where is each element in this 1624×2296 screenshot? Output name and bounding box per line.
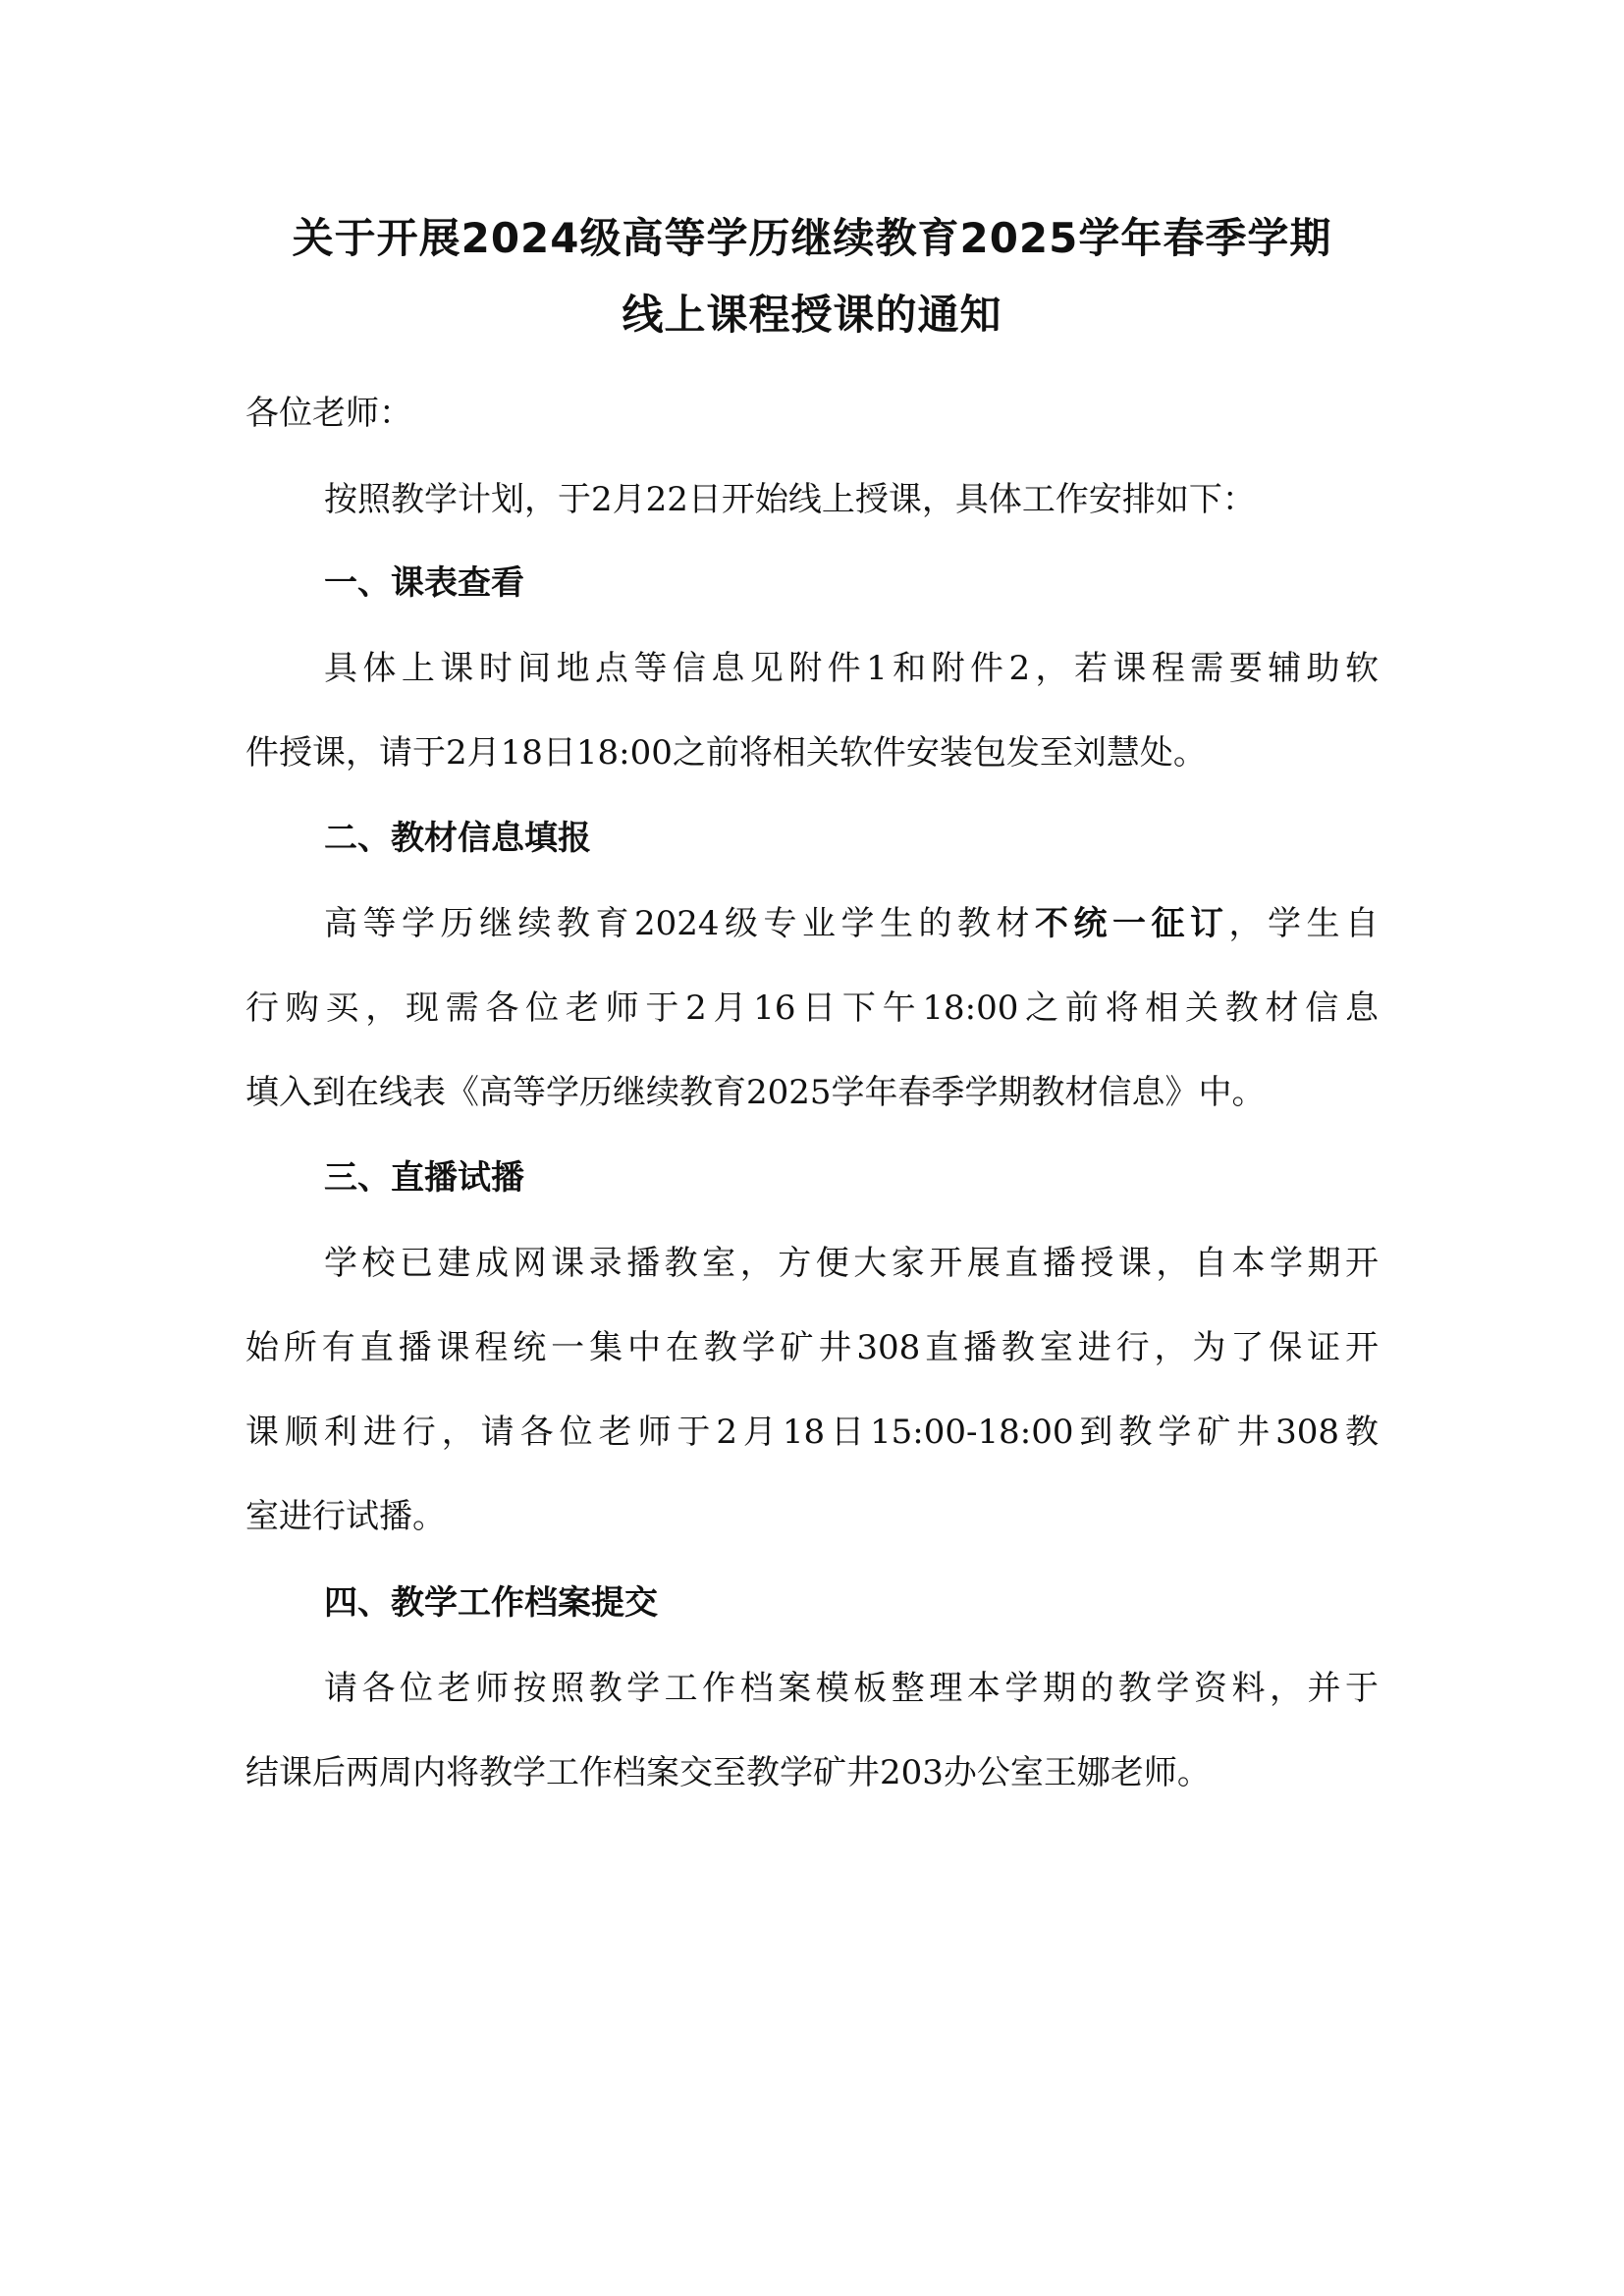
document-title-line-2: 线上课程授课的通知 bbox=[622, 291, 1002, 339]
section-heading-textbook: 二、教材信息填报 bbox=[324, 819, 591, 858]
paragraph-line: 始所有直播课程统一集中在教学矿井308直播教室进行，为了保证开 bbox=[245, 1328, 1379, 1367]
salutation: 各位老师： bbox=[245, 394, 412, 433]
paragraph-line: 具体上课时间地点等信息见附件1和附件2，若课程需要辅助软 bbox=[324, 649, 1379, 688]
section-heading-archive: 四、教学工作档案提交 bbox=[324, 1583, 658, 1623]
paragraph-line: 请各位老师按照教学工作档案模板整理本学期的教学资料，并于 bbox=[324, 1669, 1379, 1708]
paragraph-line: 填入到在线表《高等学历继续教育2025学年春季学期教材信息》中。 bbox=[245, 1073, 1266, 1112]
emphasis-text: 不统一征订 bbox=[1035, 904, 1229, 943]
document-title-line-1: 关于开展2024级高等学历继续教育2025学年春季学期 bbox=[292, 214, 1332, 262]
intro-paragraph: 按照教学计划，于2月22日开始线上授课，具体工作安排如下： bbox=[324, 480, 1256, 519]
paragraph-line: 结课后两周内将教学工作档案交至教学矿井203办公室王娜老师。 bbox=[245, 1753, 1211, 1792]
paragraph-line: 件授课，请于2月18日18:00之前将相关软件安装包发至刘慧处。 bbox=[245, 733, 1207, 773]
paragraph-line: 行购买，现需各位老师于2月16日下午18:00之前将相关教材信息 bbox=[245, 988, 1379, 1028]
paragraph-line bbox=[324, 904, 1380, 943]
section-heading-live-test: 三、直播试播 bbox=[324, 1158, 524, 1198]
paragraph-line: 学校已建成网课录播教室，方便大家开展直播授课，自本学期开 bbox=[324, 1244, 1379, 1283]
paragraph-line: 课顺利进行，请各位老师于2月18日15:00-18:00到教学矿井308教 bbox=[245, 1413, 1379, 1452]
paragraph-line: 室进行试播。 bbox=[245, 1497, 446, 1536]
paragraph-text: 高等学历继续教育2024级专业学生的教材 bbox=[324, 904, 1036, 943]
section-heading-schedule: 一、课表查看 bbox=[324, 563, 524, 603]
paragraph-text: ，学生自 bbox=[1228, 904, 1380, 943]
